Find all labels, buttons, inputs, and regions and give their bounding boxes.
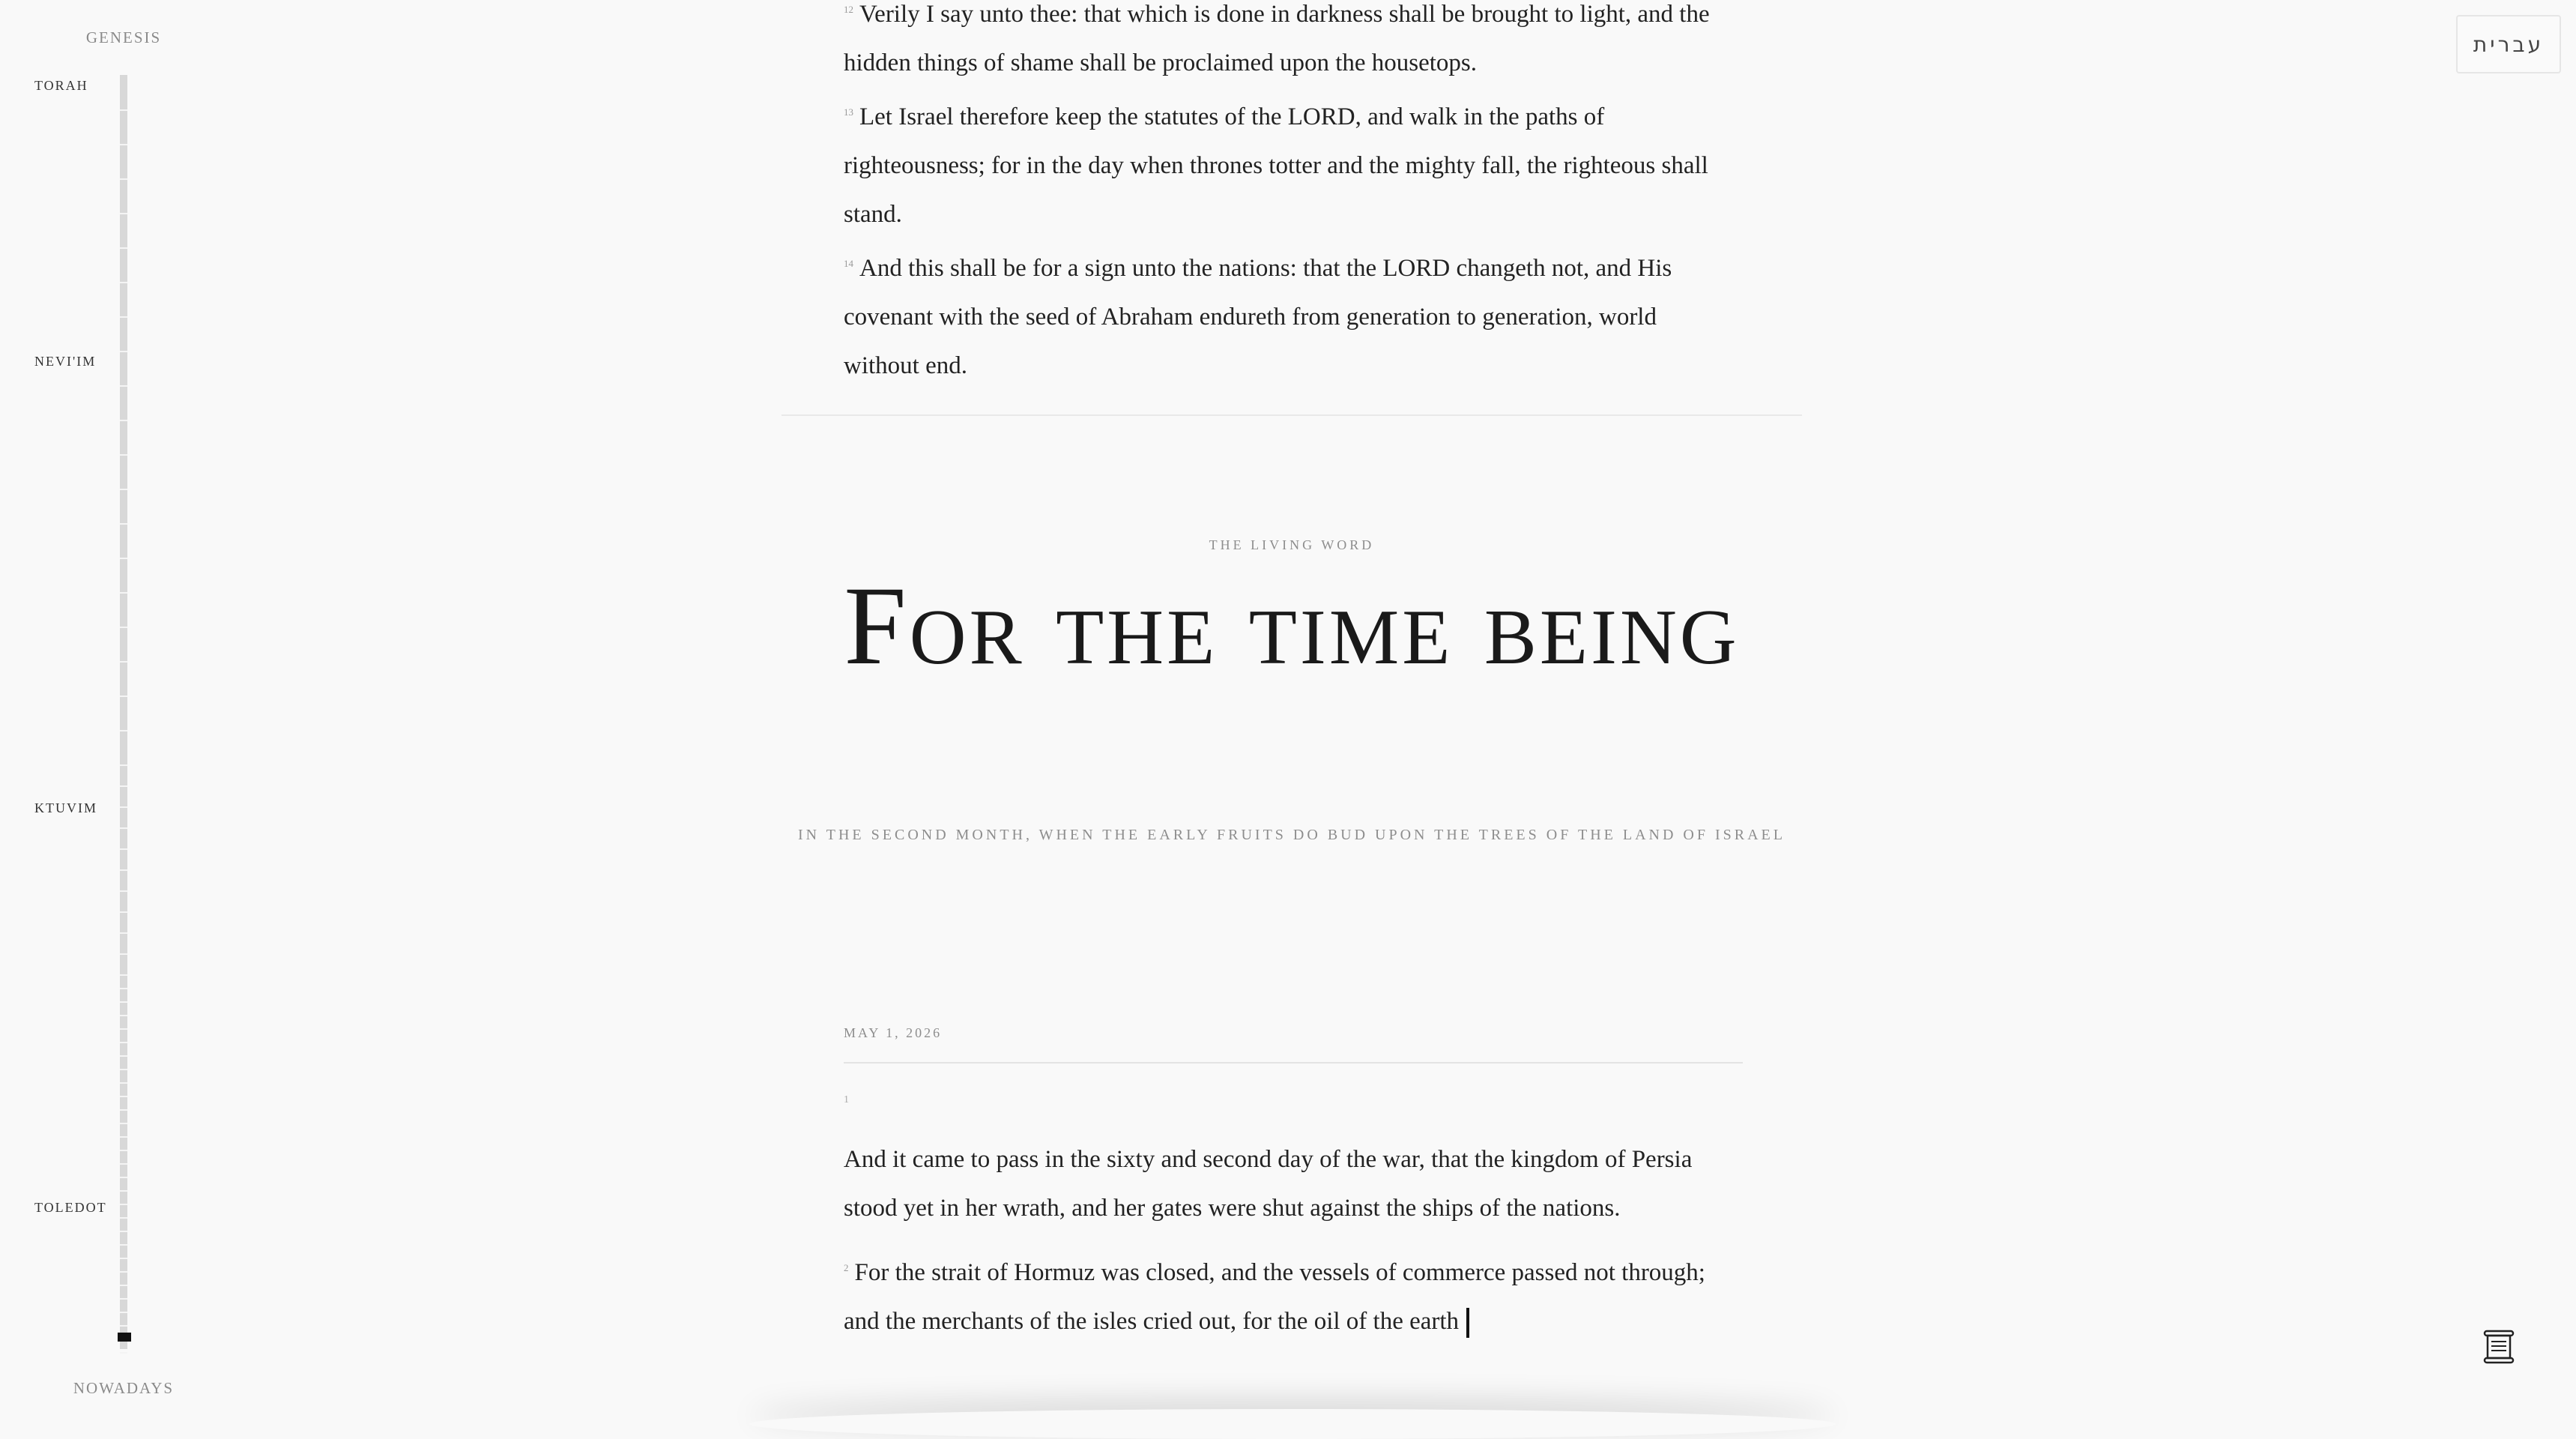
verse-number: 13 <box>844 106 853 118</box>
verse-text: And it came to pass in the sixty and second day of the war, that the kingdom of Persia stood yet in her wrath, and her gates were shut against the ships of the nations. <box>844 1146 1693 1222</box>
timeline-tick <box>120 1042 127 1043</box>
timeline-tick <box>120 144 127 145</box>
verse-number: 2 <box>844 1262 849 1273</box>
timeline-tick <box>120 890 127 892</box>
timeline-tick <box>120 1271 127 1273</box>
timeline-section-torah[interactable]: TORAH <box>34 78 88 93</box>
timeline-tick <box>120 1001 127 1003</box>
timeline-tick <box>120 1055 127 1057</box>
timeline-tick <box>120 1136 127 1138</box>
timeline-tick <box>120 1325 127 1327</box>
timeline-tick <box>120 988 127 989</box>
timeline-tick <box>120 1028 127 1030</box>
timeline-tick <box>120 1177 127 1178</box>
timeline-tick <box>120 489 127 490</box>
verse-text: Let Israel therefore keep the statutes of the LORD, and walk in the paths of righteousness; for in the day when thrones totter and the mighty fall, the righteous shall stand. <box>844 103 1708 228</box>
section-eyebrow: THE LIVING WORD <box>1209 537 1375 552</box>
timeline-tick <box>120 247 127 249</box>
timeline-tick <box>120 785 127 787</box>
timeline-nav <box>0 0 195 1429</box>
timeline-tick <box>120 730 127 731</box>
entry-body[interactable] <box>844 1135 1743 1346</box>
timeline-tick <box>120 523 127 525</box>
timeline-tick <box>120 1231 127 1232</box>
page-title: For the time being <box>844 564 1740 688</box>
timeline-scrubber[interactable] <box>120 75 127 1349</box>
timeline-tick <box>120 696 127 697</box>
verse <box>844 239 1683 390</box>
timeline-tick <box>120 1244 127 1246</box>
timeline-tick <box>120 806 127 808</box>
section-subtitle: IN THE SECOND MONTH, WHEN THE EARLY FRUITS DO BUD UPON THE TREES OF THE LAND OF ISRAEL <box>798 827 1786 843</box>
timeline-tick <box>120 932 127 934</box>
timeline-tick <box>120 953 127 955</box>
timeline-start-label[interactable]: GENESIS <box>85 28 162 46</box>
timeline-tick <box>120 1163 127 1165</box>
timeline-tick <box>120 1015 127 1016</box>
verse <box>844 0 1743 88</box>
timeline-tick <box>120 1082 127 1084</box>
timeline-tick <box>120 869 127 871</box>
timeline-tick <box>120 454 127 456</box>
verse-text: Verily I say unto thee: that which is done in darkness shall be brought to light, and the hidden things of shame shall be proclaimed upon the housetops. <box>844 1 1710 76</box>
timeline-tick <box>120 213 127 214</box>
previous-entry <box>844 0 1743 390</box>
section-divider <box>781 414 1802 416</box>
chapter-number: 1 <box>844 1094 849 1105</box>
scroll-icon[interactable] <box>2480 1328 2518 1366</box>
verse <box>844 1135 1743 1233</box>
entry-date: MAY 1, 2026 <box>844 1025 943 1040</box>
timeline-tick <box>120 316 127 318</box>
timeline-tick <box>120 420 127 421</box>
timeline-tick <box>120 1109 127 1111</box>
timeline-tick <box>120 974 127 976</box>
timeline-tick <box>120 661 127 663</box>
timeline-tick <box>120 1258 127 1259</box>
timeline-tick <box>120 1285 127 1286</box>
timeline-tick <box>120 1352 127 1354</box>
timeline-tick <box>120 1150 127 1151</box>
verse-number: 12 <box>844 4 853 15</box>
timeline-tick <box>120 385 127 387</box>
timeline-tick <box>120 1096 127 1097</box>
verse <box>844 88 1743 239</box>
timeline-tick <box>120 1069 127 1070</box>
timeline-tick <box>120 592 127 594</box>
entry-divider <box>844 1062 1743 1064</box>
timeline-tick <box>120 1217 127 1219</box>
timeline-tick <box>120 764 127 766</box>
timeline-tick <box>120 109 127 111</box>
timeline-tick <box>120 1204 127 1205</box>
timeline-tick <box>120 282 127 283</box>
timeline-tick <box>120 178 127 180</box>
timeline-tick <box>120 558 127 559</box>
timeline-tick <box>120 1298 127 1300</box>
timeline-tick <box>120 627 127 628</box>
verse-text: And this shall be for a sign unto the nations: that the LORD changeth not, and His covenant with the seed of Abraham endureth from generation to generation, world without end. <box>844 255 1672 379</box>
language-toggle-button[interactable]: עברית <box>2456 15 2561 73</box>
timeline-section-neviim[interactable]: NEVI'IM <box>34 354 97 369</box>
timeline-end-label[interactable]: NOWADAYS <box>73 1379 175 1397</box>
timeline-tick <box>120 848 127 850</box>
timeline-tick <box>120 351 127 352</box>
timeline-tick <box>120 827 127 829</box>
text-cursor <box>1466 1308 1469 1338</box>
timeline-tick <box>120 1312 127 1313</box>
timeline-section-toledot[interactable]: TOLEDOT <box>34 1200 107 1215</box>
timeline-tick <box>120 1190 127 1192</box>
timeline-tick <box>120 1123 127 1124</box>
verse-number: 14 <box>844 258 853 269</box>
timeline-tick <box>120 911 127 913</box>
verse <box>844 1243 1743 1346</box>
bottom-fade-shadow <box>749 1409 1836 1439</box>
verse-text: For the strait of Hormuz was closed, and the vessels of commerce passed not through; and the merchants of the isles cried out, for the oil of the earth <box>844 1259 1705 1335</box>
timeline-section-ktuvim[interactable]: KTUVIM <box>34 800 97 815</box>
timeline-current-position-marker[interactable] <box>118 1333 131 1342</box>
